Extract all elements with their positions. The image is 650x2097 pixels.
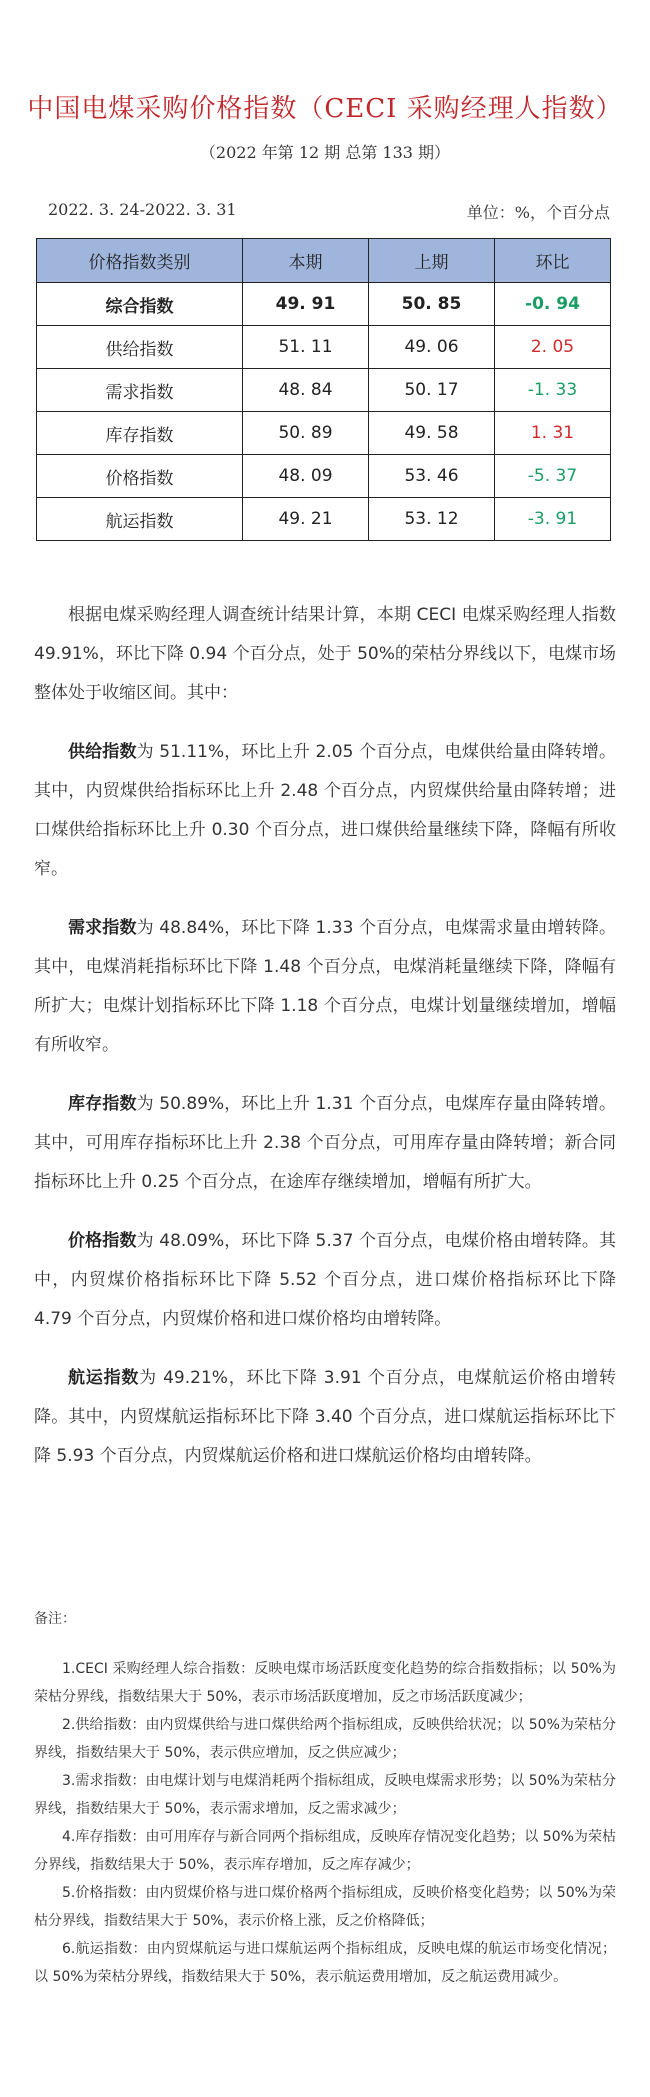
date-range: 2022. 3. 24-2022. 3. 31 bbox=[48, 200, 237, 219]
shipping-lead: 航运指数 bbox=[68, 1368, 140, 1388]
row-previous: 53. 12 bbox=[369, 498, 495, 541]
note-item: 3.需求指数：由电煤计划与电煤消耗两个指标组成，反映电煤需求形势；以 50%为荣枯分界线，指数结果大于 50%，表示需求增加，反之需求减少； bbox=[34, 1773, 616, 1817]
note-item: 6.航运指数：由内贸煤航运与进口煤航运两个指标组成，反映电煤的航运市场变化情况；以 50%为荣枯分界线，指数结果大于 50%，表示航运费用增加，反之航运费用减少。 bbox=[34, 1941, 616, 1985]
inventory-lead: 库存指数 bbox=[68, 1094, 137, 1114]
shipping-paragraph bbox=[34, 1359, 616, 1476]
row-previous: 49. 06 bbox=[369, 326, 495, 369]
price-lead: 价格指数 bbox=[68, 1231, 137, 1251]
row-previous: 50. 17 bbox=[369, 369, 495, 412]
row-current: 48. 09 bbox=[243, 455, 369, 498]
issue-subtitle: （2022 年第 12 期 总第 133 期） bbox=[199, 143, 451, 162]
row-previous: 50. 85 bbox=[369, 283, 495, 326]
supply-paragraph bbox=[34, 733, 616, 889]
date-unit-row bbox=[48, 200, 610, 224]
intro-paragraph: 根据电煤采购经理人调查统计结果计算，本期 CECI 电煤采购经理人指数 49.91%，环比下降 0.94 个百分点，处于 50%的荣枯分界线以下，电煤市场整体处于收缩区间。其中： bbox=[34, 605, 616, 703]
table-row bbox=[37, 412, 611, 455]
row-name: 价格指数 bbox=[37, 455, 243, 498]
col-header-change: 环比 bbox=[495, 239, 611, 283]
shipping-text: 为 49.21%，环比下降 3.91 个百分点，电煤航运价格由增转降。其中，内贸煤航运指标环比下降 3.40 个百分点，进口煤航运指标环比下降 5.93 个百分点，内贸煤航运价格和进口煤航运价格均由增转降。 bbox=[34, 1368, 617, 1466]
demand-paragraph bbox=[34, 909, 616, 1065]
index-table bbox=[36, 238, 611, 541]
note-item: 4.库存指数：由可用库存与新合同两个指标组成，反映库存情况变化趋势；以 50%为荣枯分界线，指数结果大于 50%，表示库存增加，反之库存减少； bbox=[34, 1829, 616, 1873]
row-previous: 49. 58 bbox=[369, 412, 495, 455]
note-item: 5.价格指数：由内贸煤价格与进口煤价格两个指标组成，反映价格变化趋势；以 50%为荣枯分界线，指数结果大于 50%，表示价格上涨，反之价格降低； bbox=[34, 1885, 616, 1929]
supply-text: 为 51.11%，环比上升 2.05 个百分点，电煤供给量由降转增。其中，内贸煤供给指标环比上升 2.48 个百分点，内贸煤供给量由降转增；进口煤供给指标环比上升 0.30 个百分点，进口煤供给量继续下降，降幅有所收窄。 bbox=[34, 742, 616, 879]
col-header-category: 价格指数类别 bbox=[37, 239, 243, 283]
demand-lead: 需求指数 bbox=[68, 918, 137, 938]
report-title: 中国电煤采购价格指数（CECI 采购经理人指数） bbox=[27, 94, 623, 124]
row-change: -5. 37 bbox=[495, 455, 611, 498]
notes-label: 备注： bbox=[34, 1611, 76, 1627]
table-row bbox=[37, 369, 611, 412]
unit-label: 单位：%，个百分点 bbox=[466, 203, 610, 222]
supply-lead: 供给指数 bbox=[68, 742, 137, 762]
row-current: 50. 89 bbox=[243, 412, 369, 455]
notes-section bbox=[34, 1605, 616, 1991]
row-current: 49. 91 bbox=[243, 283, 369, 326]
row-change: 2. 05 bbox=[495, 326, 611, 369]
demand-text: 为 48.84%，环比下降 1.33 个百分点，电煤需求量由增转降。其中，电煤消耗指标环比下降 1.48 个百分点，电煤消耗量继续下降，降幅有所扩大；电煤计划指标环比下降 1.18 个百分点，电煤计划量继续增加，增幅有所收窄。 bbox=[34, 918, 616, 1055]
col-header-current: 本期 bbox=[243, 239, 369, 283]
table-row bbox=[37, 283, 611, 326]
table-row bbox=[37, 498, 611, 541]
inventory-paragraph bbox=[34, 1085, 616, 1202]
row-current: 49. 21 bbox=[243, 498, 369, 541]
row-current: 51. 11 bbox=[243, 326, 369, 369]
analysis-text bbox=[34, 596, 616, 1496]
row-change: 1. 31 bbox=[495, 412, 611, 455]
price-text: 为 48.09%，环比下降 5.37 个百分点，电煤价格由增转降。其中，内贸煤价格指标环比下降 5.52 个百分点，进口煤价格指标环比下降 4.79 个百分点，内贸煤价格和进口煤价格均由增转降。 bbox=[34, 1231, 616, 1329]
row-change: -1. 33 bbox=[495, 369, 611, 412]
row-name: 需求指数 bbox=[37, 369, 243, 412]
row-name: 供给指数 bbox=[37, 326, 243, 369]
inventory-text: 为 50.89%，环比上升 1.31 个百分点，电煤库存量由降转增。其中，可用库存指标环比上升 2.38 个百分点，可用库存量由降转增；新合同指标环比上升 0.25 个百分点，在途库存继续增加，增幅有所扩大。 bbox=[34, 1094, 616, 1192]
row-current: 48. 84 bbox=[243, 369, 369, 412]
row-change: -0. 94 bbox=[495, 283, 611, 326]
row-name: 航运指数 bbox=[37, 498, 243, 541]
row-change: -3. 91 bbox=[495, 498, 611, 541]
row-name: 库存指数 bbox=[37, 412, 243, 455]
row-name: 综合指数 bbox=[37, 283, 243, 326]
row-previous: 53. 46 bbox=[369, 455, 495, 498]
price-paragraph bbox=[34, 1222, 616, 1339]
table-row bbox=[37, 326, 611, 369]
note-item: 1.CECI 采购经理人综合指数：反映电煤市场活跃度变化趋势的综合指数指标；以 50%为荣枯分界线，指数结果大于 50%，表示市场活跃度增加，反之市场活跃度减少； bbox=[34, 1661, 616, 1705]
note-item: 2.供给指数：由内贸煤供给与进口煤供给两个指标组成，反映供给状况；以 50%为荣枯分界线，指数结果大于 50%，表示供应增加，反之供应减少； bbox=[34, 1717, 616, 1761]
col-header-previous: 上期 bbox=[369, 239, 495, 283]
table-header-row bbox=[37, 239, 611, 283]
table-row bbox=[37, 455, 611, 498]
